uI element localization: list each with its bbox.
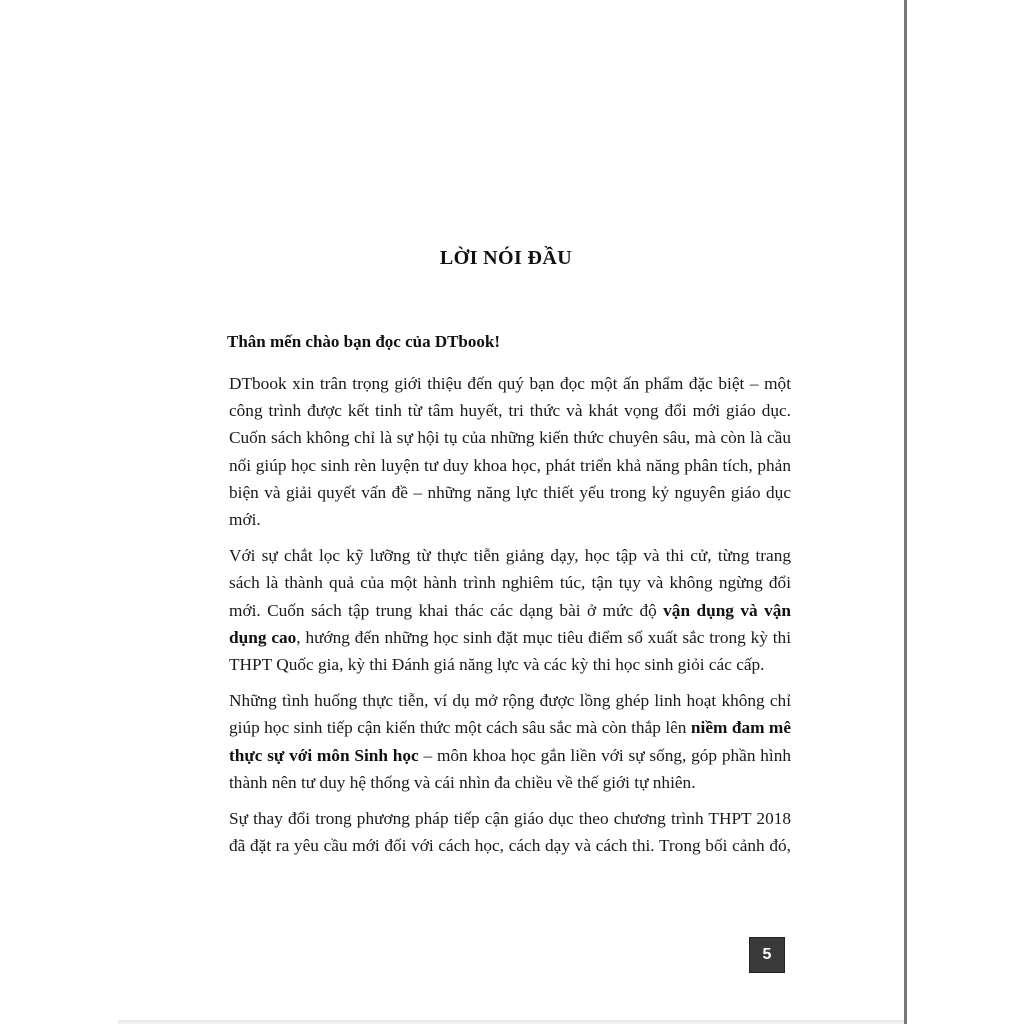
paragraph-2-emphasis: vận dụng và vận dụng cao	[229, 600, 791, 647]
paragraph-3	[229, 687, 791, 796]
page-number: 5	[762, 946, 772, 963]
paragraph-1: DTbook xin trân trọng giới thiệu đến quý bạn đọc một ấn phẩm đặc biệt – một công trình được kết tinh từ tâm huyết, tri thức và khát vọng đổi mới giáo dục. Cuốn sách không chỉ là sự hội tụ của những kiến thức chuyên sâu, mà còn là cầu nối giúp học sinh rèn luyện tư duy khoa học, phát triển khả năng phân tích, phản biện và giải quyết vấn đề – những năng lực thiết yếu trong kỷ nguyên giáo dục mới.	[229, 374, 791, 530]
page-title: LỜI NÓI ĐẦU	[439, 247, 573, 269]
paragraph-2	[229, 542, 791, 678]
paragraph-3-emphasis: niềm đam mê thực sự với môn Sinh học	[229, 718, 791, 765]
page-spine-edge	[904, 0, 907, 1024]
page-number-badge	[749, 937, 785, 973]
page-bottom-edge	[118, 1020, 904, 1024]
paragraph-3-text-b: – môn khoa học gắn liền với sự sống, góp phần hình thành nên tư duy hệ thống và cái nhìn đa chiều về thế giới tự nhiên.	[229, 745, 791, 792]
preface-body	[229, 370, 791, 868]
paragraph-4: Sự thay đổi trong phương pháp tiếp cận giáo dục theo chương trình THPT 2018 đã đặt ra yêu cầu mới đối với cách học, cách dạy và cách thi. Trong bối cảnh đó,	[229, 809, 791, 856]
paragraph-2-text-a: Với sự chắt lọc kỹ lưỡng từ thực tiễn giảng dạy, học tập và thi cử, từng trang sách là thành quả của một hành trình nghiêm túc, tận tụy và không ngừng đổi mới. Cuốn sách tập trung khai thác các dạng bài ở mức độ	[229, 546, 791, 620]
paragraph-2-text-b: , hướng đến những học sinh đặt mục tiêu điểm số xuất sắc trong kỳ thi THPT Quốc gia, kỳ thi Đánh giá năng lực và các kỳ thi học sinh giỏi các cấp.	[229, 627, 791, 675]
greeting-line: Thân mến chào bạn đọc của DTbook!	[227, 332, 501, 351]
paragraph-3-text-a: Những tình huống thực tiễn, ví dụ mở rộng được lồng ghép linh hoạt không chỉ giúp học sinh tiếp cận kiến thức một cách sâu sắc mà còn thắp lên	[229, 691, 791, 738]
